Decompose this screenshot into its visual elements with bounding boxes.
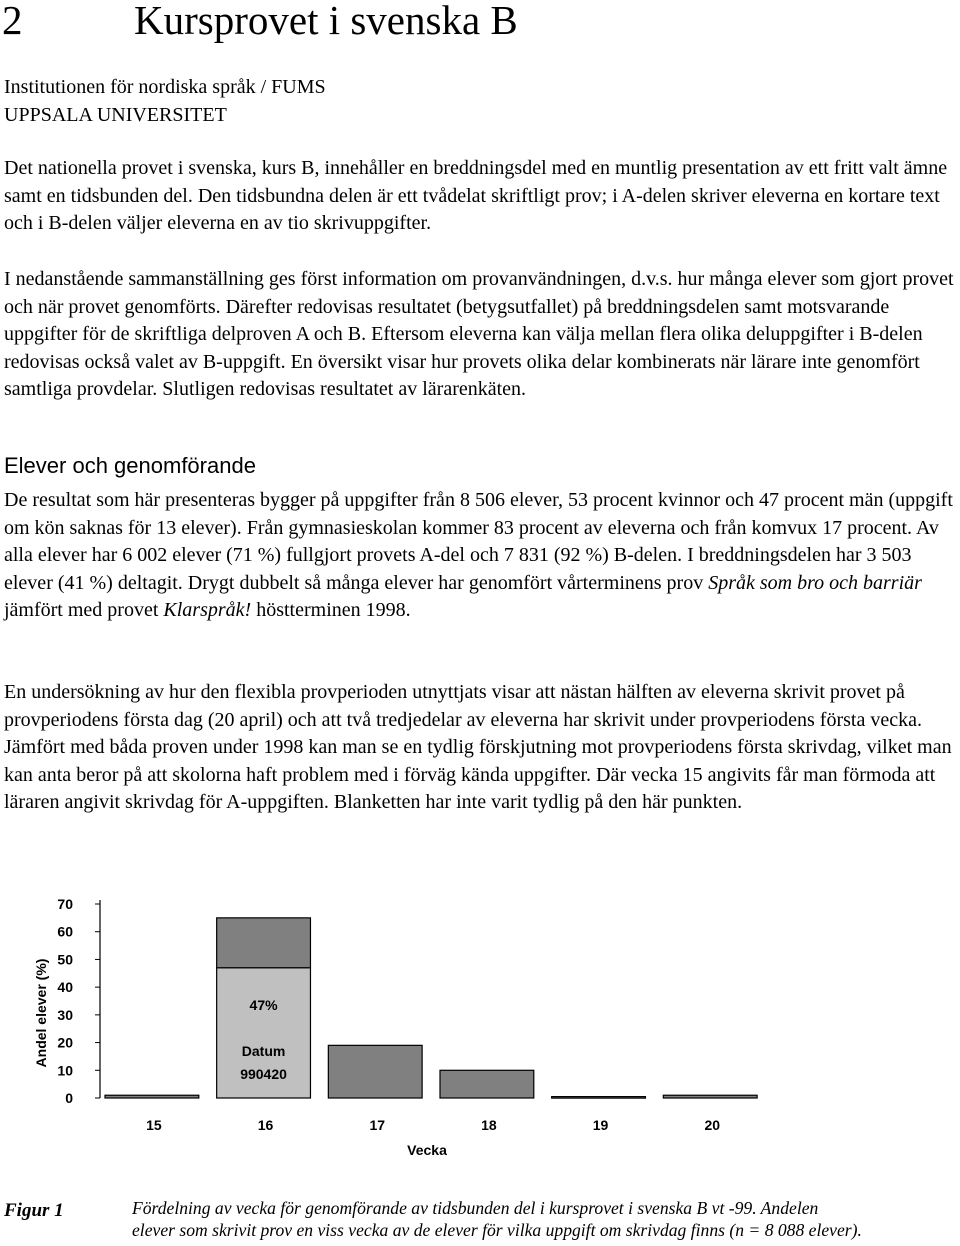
- bar-week-16: [217, 918, 311, 968]
- intro-paragraph-1: Det nationella provet i svenska, kurs B, innehåller en breddningsdel med en muntlig presentation av ett fritt valt ämne samt en tidsbunden del. Den tidsbundna delen är ett tvådelat skriftligt prov; i A-delen skriver eleverna en kortare text och i B-delen väljer eleverna en av tio skrivuppgifter.: [4, 157, 948, 235]
- y-tick-label: 60: [57, 923, 73, 940]
- paragraph-text: höstterminen 1998.: [251, 599, 411, 622]
- chapter-heading: [2, 0, 518, 48]
- bar-date-caption: Datum: [241, 1043, 286, 1059]
- chapter-title: Kursprovet i svenska B: [134, 0, 518, 43]
- university-name: UPPSALA UNIVERSITET: [4, 104, 227, 126]
- y-axis-title: Andel elever (%): [33, 958, 49, 1068]
- week-distribution-chart: [0, 880, 800, 1180]
- bar-date-value: 990420: [240, 1066, 287, 1082]
- y-tick-label: 50: [57, 951, 73, 968]
- section-paragraph-2: En undersökning av hur den flexibla provperioden utnyttjats visar att nästan hälften av eleverna skrivit provet på provperiodens första dag (20 april) och att två tredjedelar av eleverna har skrivit under provperiodens första vecka. Jämfört med båda proven under 1998 kan man se en tydlig förskjutning mot provperiodens första skrivdag, vilket man kan anta beror på att skolorna haft problem med i förväg kända uppgifter. Där vecka 15 angivits får man förmoda att läraren angivit skrivdag för A-uppgiften. Blanketten har inte varit tydlig på den här punkten.: [4, 681, 952, 814]
- x-tick-label: 19: [592, 1117, 609, 1133]
- bar-percent-label: 47%: [249, 997, 278, 1013]
- y-tick-label: 0: [65, 1090, 73, 1106]
- chapter-number: 2: [2, 0, 23, 43]
- section-paragraph-1: [4, 487, 959, 625]
- y-tick-label: 40: [57, 979, 73, 996]
- bar-week-19: [552, 1097, 646, 1099]
- bar-week-20: [663, 1095, 757, 1098]
- caption-line: Fördelning av vecka för genomförande av tidsbunden del i kursprovet i svenska B vt -99. Andelen: [132, 1198, 819, 1218]
- y-tick-label: 30: [57, 1006, 73, 1023]
- x-tick-label: 18: [481, 1117, 497, 1133]
- bar-week-15: [105, 1095, 199, 1098]
- exam-title-1: Språk som bro och barriär: [708, 571, 922, 594]
- bar-week-17: [328, 1045, 422, 1098]
- caption-line: elever som skrivit prov en viss vecka av de elever för vilka uppgift om skrivdag finns (n = 8 088 elever).: [132, 1220, 862, 1240]
- bar-week-18: [440, 1070, 534, 1098]
- institution-block: [4, 73, 326, 129]
- x-tick-label: 17: [369, 1117, 386, 1133]
- x-tick-label: 15: [146, 1117, 162, 1133]
- institution-name: Institutionen för nordiska språk / FUMS: [4, 76, 326, 98]
- y-tick-label: 70: [57, 896, 73, 912]
- intro-paragraph-2: I nedanstående sammanställning ges först information om provanvändningen, d.v.s. hur många elever som gjort provet och när provet genomförts. Därefter redovisas resultatet (betygsutfallet) på breddningsdelen samt motsvarande uppgifter för de skriftliga delproven A och B. Eftersom eleverna kan välja mellan flera olika deluppgifter i B-delen redovisas också valet av B-uppgift. En översikt visar hur provets olika delar kombinerats när lärare inte genomfört samtliga provdelar. Slutligen redovisas resultatet av lärarenkäten.: [4, 268, 954, 401]
- section-heading: Elever och genomförande: [4, 453, 256, 478]
- figure-caption: [132, 1197, 958, 1241]
- x-axis-title: Vecka: [407, 1142, 447, 1158]
- x-tick-label: 20: [704, 1117, 721, 1133]
- x-tick-label: 16: [257, 1117, 274, 1133]
- figure-label: Figur 1: [4, 1200, 64, 1221]
- exam-title-2: Klarspråk!: [163, 599, 252, 622]
- paragraph-text: jämfört med provet: [4, 599, 164, 622]
- y-tick-label: 20: [57, 1034, 73, 1051]
- paragraph-text: De resultat som här presenteras bygger på uppgifter från 8 506 elever, 53 procent kvinnor och 47 procent män (uppgift om kön saknas för 13 elever). Från gymnasieskolan kommer 83 procent av eleverna och från komvux 17 procent. Av alla elever har 6 002 elever (71 %) fullgjort provets A-del och 7 831 (92 %) B-delen. I breddningsdelen har 3 503 elever (41 %) deltagit. Drygt dubbelt så många elever har genomfört vårterminens prov: [4, 489, 953, 594]
- y-tick-label: 10: [57, 1062, 73, 1079]
